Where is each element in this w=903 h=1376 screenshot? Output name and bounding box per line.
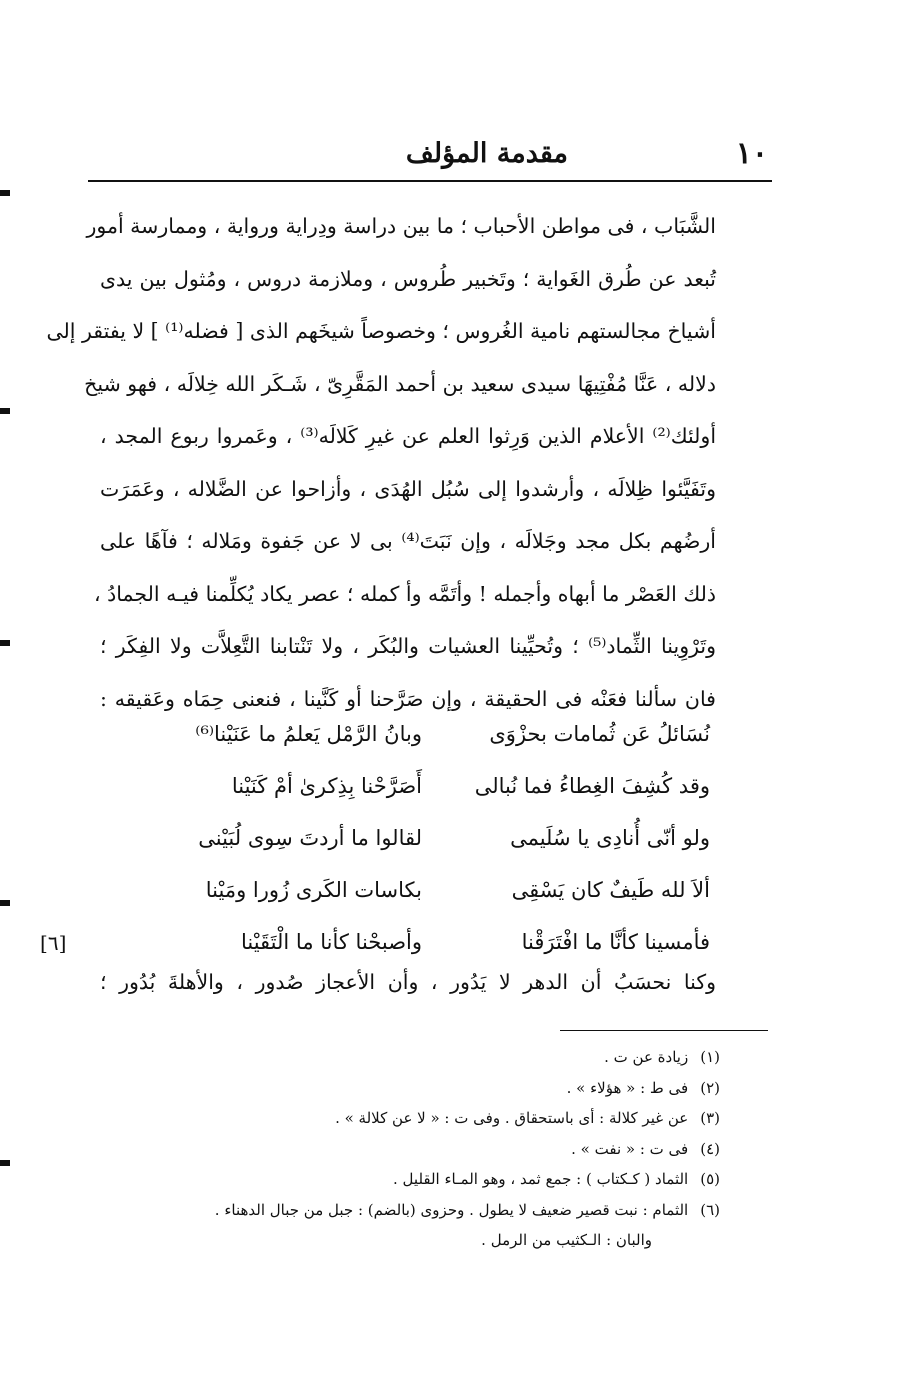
footnote-continuation: والبان : الـكثيب من الرمل . — [481, 1231, 652, 1249]
verse-first-hemistich: نُسَائلُ عَن ثُمامات بحزْوَى — [489, 722, 710, 746]
prose-paragraph — [46, 200, 717, 725]
scan-edge-mark — [0, 640, 10, 646]
footnotes — [100, 1042, 720, 1256]
page-number: ١٠ — [735, 136, 768, 171]
footnote-number: (٦) — [700, 1200, 720, 1219]
verse-second-hemistich: وأصبحْنا كأنا ما الْتَقَيْنا — [240, 930, 422, 954]
verse — [150, 864, 710, 916]
prose-line: وتَفَيَّئوا ظِلالَه ، وأرشدوا إلى سُبُل الهُدَى ، وأزاحوا عن الضَّلاله ، وعَمَرَت — [100, 476, 716, 501]
verse-first-hemistich: وقد كُشِفَ الغِطاءُ فما نُبالى — [474, 774, 710, 798]
verse — [150, 812, 710, 864]
footnote-text: الثماد ( كـكتاب ) : جمع ثمد ، وهو المـاء القليل . — [393, 1170, 689, 1188]
footnote-text: فى ت : « نفت » . — [571, 1139, 689, 1158]
footnote — [100, 1134, 720, 1165]
verse-first-hemistich: فأمسينا كأنَّا ما افْتَرَقْنا — [521, 930, 710, 954]
verse-second-hemistich: بكاسات الكَرى زُورا ومَيْنا — [205, 878, 422, 902]
footnote-number: (٥) — [700, 1170, 720, 1188]
header-rule — [88, 180, 772, 182]
scan-edge-mark — [0, 190, 10, 196]
verse-second-hemistich: وبانُ الرَّمْل يَعلمُ ما عَنَيْنا⁽⁶⁾ — [195, 722, 422, 746]
verse — [150, 708, 710, 760]
verse-number-marker: [٦] — [40, 931, 67, 955]
verse-first-hemistich: ولو أنّى أُنادِى يا سُلَيمى — [510, 826, 710, 850]
page-header — [88, 132, 768, 178]
footnote — [100, 1042, 720, 1073]
prose-line: أولئك⁽²⁾ الأعلام الذين وَرِثوا العلم عن غيرِ كَلالَه⁽³⁾ ، وعَمروا ربوع المجد ، — [100, 424, 717, 448]
footnote-number: (٢) — [700, 1078, 720, 1097]
verse-second-hemistich: أَصَرَّحْنا بِذِكرىٰ أمْ كَنَيْنا — [231, 774, 422, 798]
footnote-number: (٣) — [700, 1109, 720, 1127]
prose-line: وتَرْوِينا الثِّماد⁽⁵⁾ ؛ وتُحيِّينا العشيات والبُكَر ، ولا تَنْتابنا التَّعِلاَّت ولا الفِكَر ؛ — [100, 634, 717, 658]
verse-first-hemistich: ألاَ لله طَيفٌ كان يَسْقِى — [511, 878, 710, 902]
footnote-text: عن غير كلالة : أى باستحقاق . وفى ت : « لا عن كلالة » . — [335, 1109, 689, 1127]
footnote — [100, 1195, 720, 1226]
scan-edge-mark — [0, 408, 10, 414]
scan-edge-mark — [0, 1160, 10, 1166]
prose-line: أشياخ مجالستهم نامية الغُروس ؛ وخصوصاً شيخَهم الذى [ فضله⁽¹⁾ ] لا يفتقر إلى — [46, 319, 716, 343]
prose-line: فان سألنا فعَنْه فى الحقيقة ، وإن صَرَّحنا أو كَنَّينا ، فنعنى حِمَاه وعَقيقه : — [100, 686, 716, 711]
footnote-number: (١) — [700, 1048, 720, 1066]
scan-edge-mark — [0, 900, 10, 906]
prose-line: أرضُهم بكل مجد وجَلالَه ، وإن نَبَتَ⁽⁴⁾ بى لا عن جَفوة ومَلاله ؛ فآهًا على — [100, 529, 716, 553]
prose-line: ذلك العَصْر ما أبهاه وأجمله ! وأتَمَّه وأ كمله ؛ عصر يكاد يُكلِّمنا فيـه الجمادُ ، — [94, 581, 716, 606]
footnote — [100, 1164, 720, 1195]
poem — [150, 708, 710, 968]
footnote-text: زيادة عن ت . — [604, 1048, 689, 1066]
prose-line: تُبعد عن طُرق الغَواية ؛ وتَخبير طُروس ، وملازمة دروس ، ومُثول بين يدى — [100, 266, 716, 291]
footnote-text: الثمام : نبت قصير ضعيف لا يطول . وحزوى (بالضم) : جبل من جبال الدهناء . — [214, 1200, 689, 1219]
running-title: مقدمة المؤلف — [405, 138, 568, 169]
prose-line: الشَّبَاب ، فى مواطن الأحباب ؛ ما بين دراسة ودِراية ورواية ، وممارسة أمور — [86, 214, 716, 238]
footnote — [100, 1103, 720, 1134]
footnote — [100, 1073, 720, 1104]
footnote-text: فى ط : « هؤلاء » . — [566, 1078, 689, 1097]
prose-line: دلاله ، عَنَّا مُفْتِيهَا سيدى سعيد بن أحمد المَقَّرِىّ ، شَـكَر الله خِلالَه ، فهو شيخ — [84, 371, 716, 396]
verse-second-hemistich: لقالوا ما أردتَ سِوى لُبَيْنى — [198, 826, 422, 850]
closing-line: وكنا نحسَبُ أن الدهر لا يَدُور ، وأن الأعجاز صُدور ، والأهلةَ بُدُور ؛ — [100, 970, 716, 994]
footnote-number: (٤) — [700, 1139, 720, 1158]
verse — [150, 760, 710, 812]
footnote-rule — [560, 1030, 768, 1031]
